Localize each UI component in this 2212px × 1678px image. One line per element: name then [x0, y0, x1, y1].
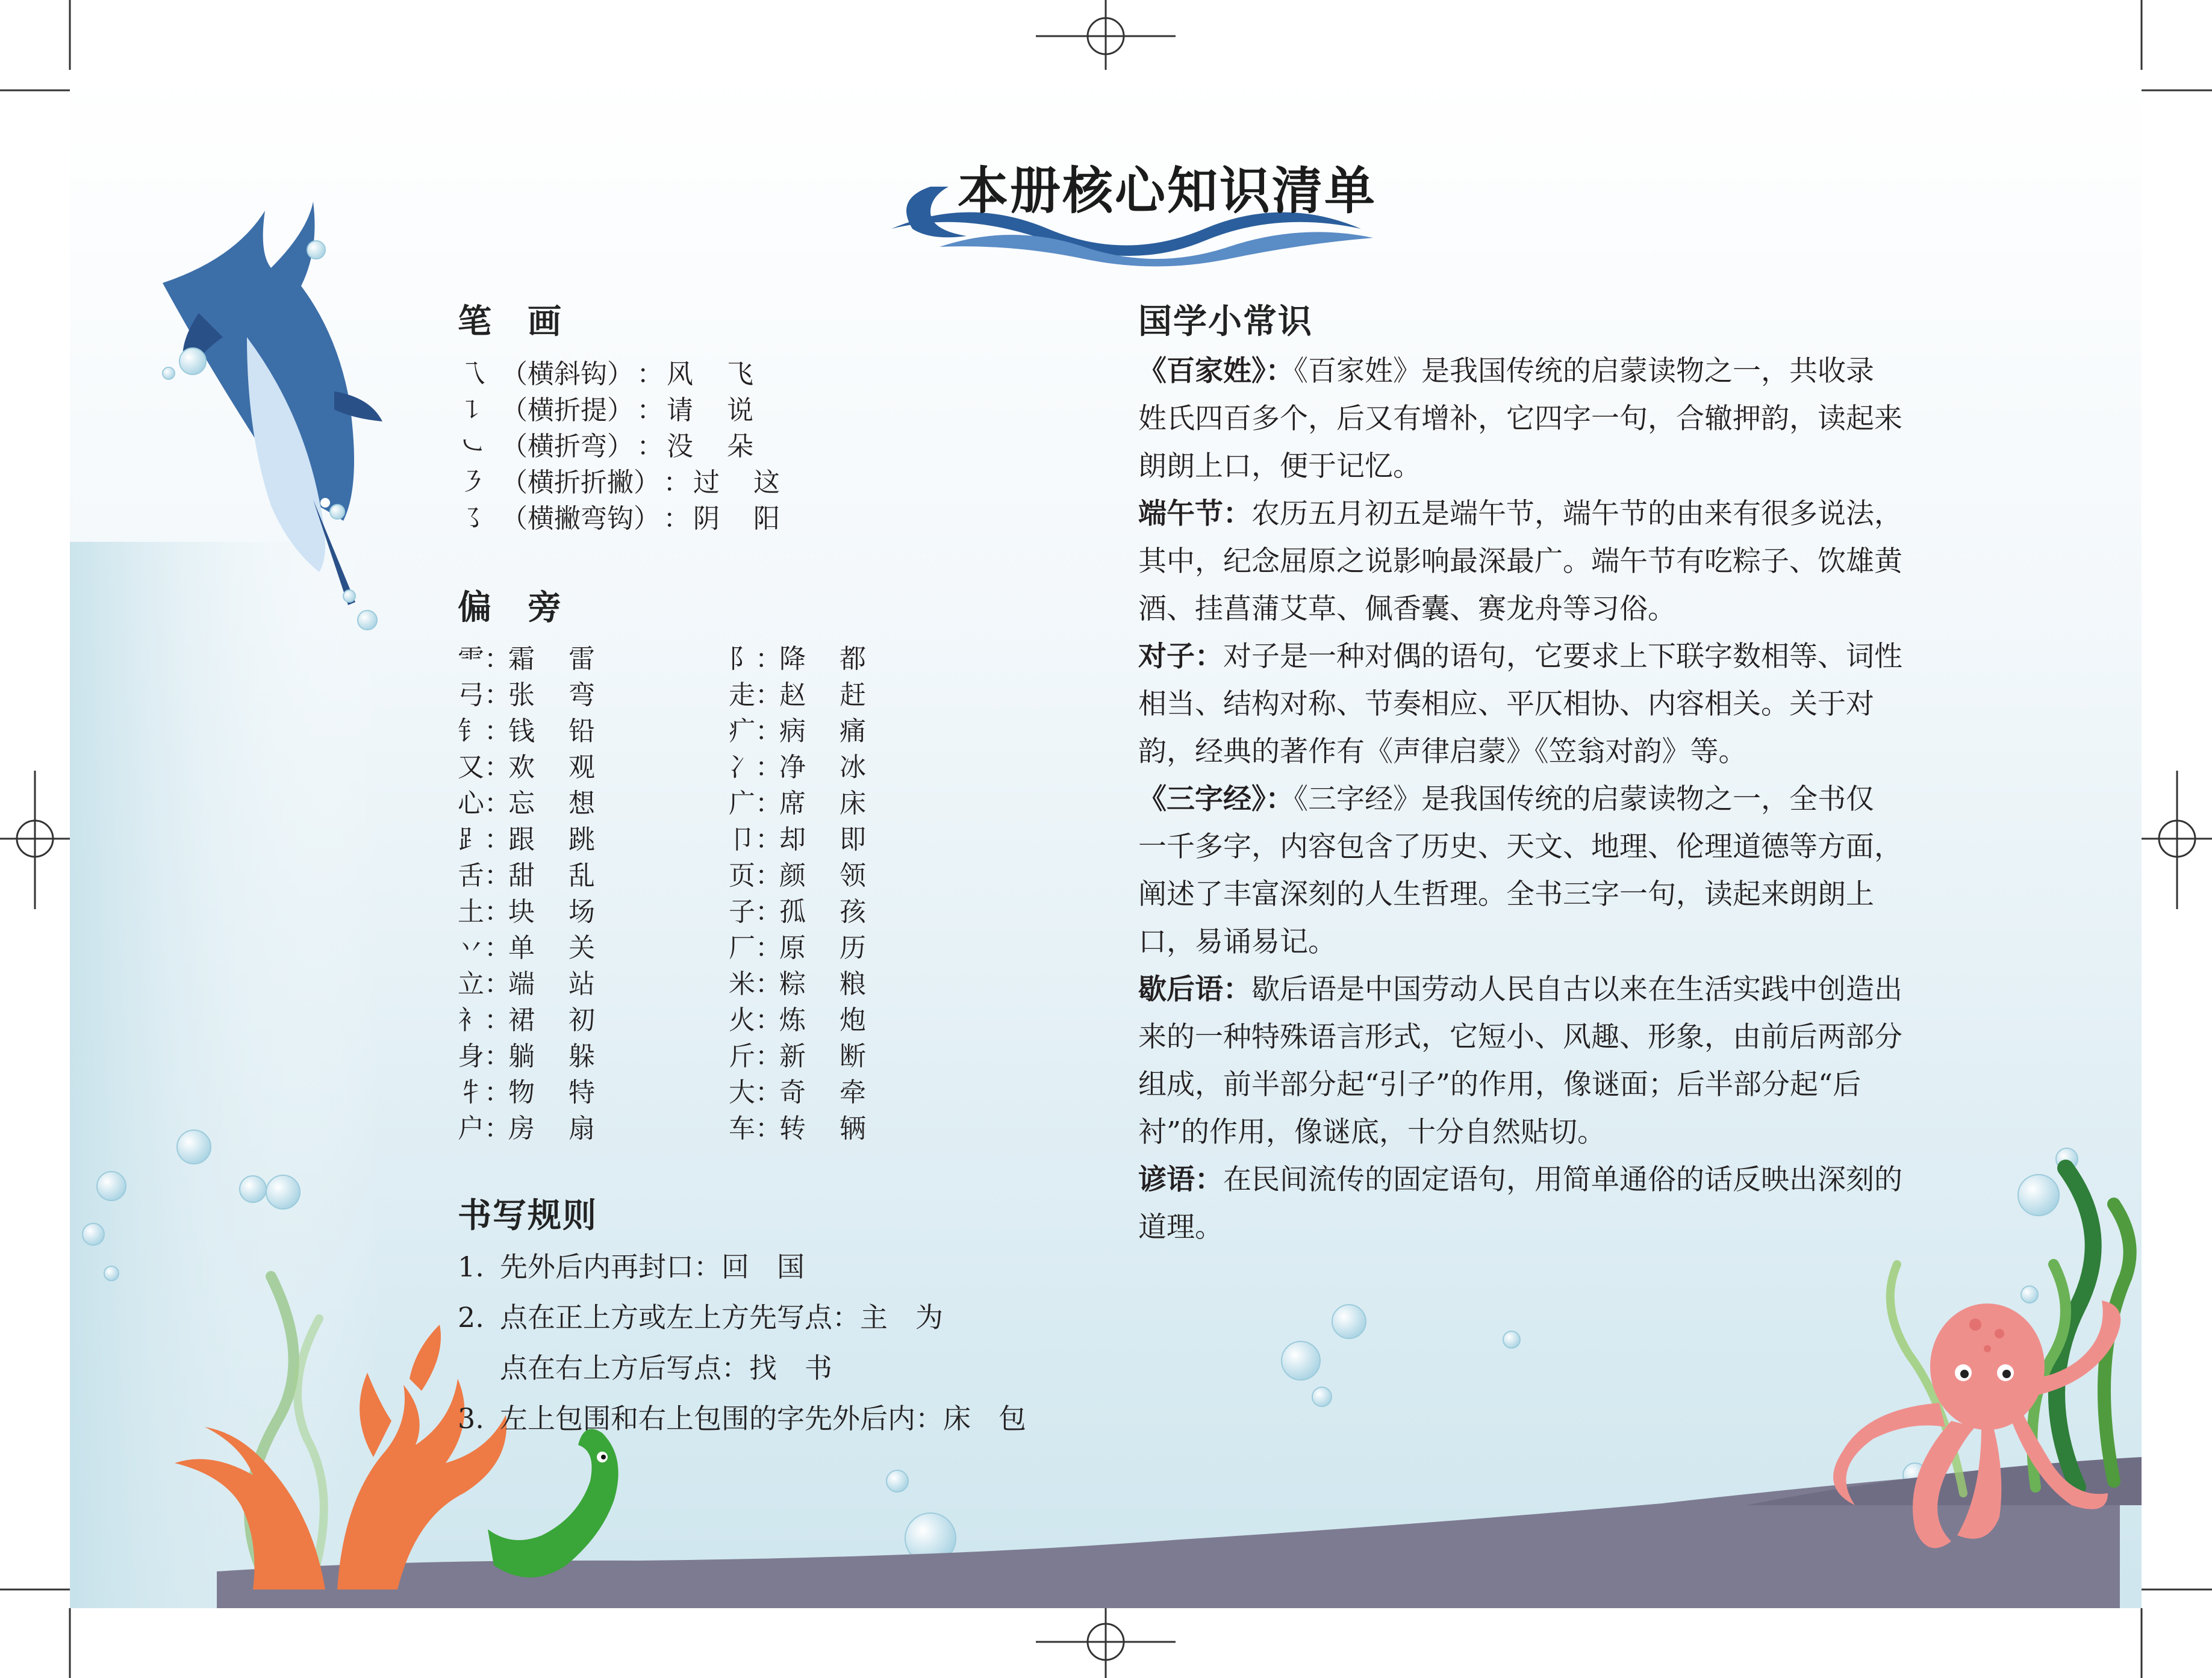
stroke-example: 这 [753, 467, 780, 498]
radical-example: 即 [840, 824, 866, 855]
stroke-glyph: 乁 [459, 359, 485, 390]
guoxue-label: 对子： [1138, 640, 1223, 673]
radical-colon: ： [484, 680, 511, 710]
radical-glyph: 子 [729, 896, 755, 927]
radical-row [729, 962, 876, 997]
radical-row [729, 637, 876, 672]
radical-glyph: 土 [458, 896, 484, 927]
guoxue-text: 来的一种特殊语言形式，它短小、风趣、形象，由前后两部分 [1138, 1021, 1902, 1054]
stroke-example: 阳 [753, 503, 780, 534]
radical-glyph: 阝 [729, 644, 755, 674]
radical-colon: ： [484, 752, 511, 783]
guoxue-label: 端午节： [1138, 497, 1251, 530]
guoxue-text: 农历五月初五是端午节，端午节的由来有很多说法， [1251, 497, 1902, 530]
guoxue-heading: 国学小常识 [1138, 302, 1313, 341]
radical-row [458, 637, 605, 672]
stroke-row [459, 352, 753, 388]
radical-glyph: 丷 [458, 933, 484, 963]
radical-example: 降 [779, 644, 806, 674]
radical-glyph: 衤 [458, 1005, 484, 1036]
radical-row [458, 890, 605, 925]
radical-example: 奇 [779, 1077, 806, 1108]
stroke-glyph: ㇌ [459, 503, 485, 534]
radical-example: 物 [508, 1077, 535, 1108]
radical-colon: ： [484, 824, 511, 855]
stroke-name: （横折折撇） [501, 467, 660, 498]
radical-example: 孤 [779, 896, 806, 927]
radical-example: 甜 [508, 860, 535, 891]
radical-example: 病 [779, 716, 806, 747]
radical-example: 新 [779, 1041, 806, 1072]
radical-example: 赵 [779, 680, 806, 710]
guoxue-text: 酒、挂菖蒲艾草、佩香囊、赛龙舟等习俗。 [1138, 592, 1676, 626]
stroke-example: 过 [693, 467, 720, 498]
radical-glyph: ⻊ [458, 824, 484, 855]
radical-example: 冰 [840, 752, 866, 783]
radical-row [729, 673, 876, 708]
guoxue-item-sanzijing [1138, 775, 1969, 966]
radical-example: 站 [569, 969, 595, 999]
radical-colon: ： [755, 1005, 782, 1036]
radical-example: 跟 [508, 824, 535, 855]
radical-row [458, 1107, 605, 1142]
rule-text: 点在正上方或左上方先写点：主 为 [500, 1301, 943, 1334]
radical-example: 都 [840, 644, 866, 674]
rule-text: 点在右上方后写点：找 书 [500, 1352, 832, 1384]
stroke-name: （横折提） [501, 395, 634, 426]
radical-row [729, 926, 876, 961]
guoxue-text: 口，易诵易记。 [1138, 925, 1336, 959]
radical-example: 钱 [508, 716, 535, 747]
stroke-colon: ： [637, 359, 664, 390]
radical-example: 席 [779, 788, 806, 819]
radical-glyph: 弓 [458, 680, 484, 710]
rule-text: 左上包围和右上包围的字先外后内：床 包 [500, 1402, 1026, 1435]
stroke-example: 阴 [693, 503, 720, 534]
radical-glyph: 舌 [458, 860, 484, 891]
stroke-glyph: ㇃ [459, 431, 485, 462]
radical-example: 痛 [840, 716, 866, 747]
guoxue-label: 《百家姓》： [1138, 355, 1294, 388]
radical-colon: ： [755, 933, 782, 963]
radical-example: 初 [569, 1005, 595, 1036]
radical-example: 原 [779, 933, 806, 963]
guoxue-label: 谚语： [1138, 1163, 1223, 1196]
radical-example: 张 [508, 680, 535, 710]
stroke-colon: ： [637, 431, 664, 462]
radical-row [458, 745, 605, 783]
radical-glyph: 厂 [729, 933, 755, 963]
stroke-row [459, 424, 753, 461]
stroke-row [459, 388, 753, 424]
radical-row [729, 1107, 876, 1142]
radical-row [458, 1071, 605, 1108]
radical-example: 颜 [779, 860, 806, 891]
radical-colon: ： [484, 1113, 511, 1144]
guoxue-text: 组成，前半部分起“引子”的作用，像谜面；后半部分起“后 [1138, 1068, 1862, 1101]
radical-row [458, 782, 605, 819]
radical-glyph: 卩 [729, 824, 755, 855]
radical-row [729, 782, 876, 819]
stroke-example: 飞 [727, 359, 753, 390]
radical-glyph: 疒 [729, 716, 755, 747]
radical-colon: ： [755, 752, 782, 783]
radical-row [458, 926, 605, 961]
radical-colon: ： [755, 824, 782, 855]
radical-example: 霜 [508, 644, 535, 674]
radical-glyph: 斤 [729, 1041, 755, 1072]
guoxue-text: 阐述了丰富深刻的人生哲理。全书三字一句，读起来朗朗上 [1138, 878, 1874, 911]
guoxue-text: 在民间流传的固定语句，用简单通俗的话反映出深刻的 [1223, 1163, 1902, 1196]
radical-glyph: ⻗ [458, 644, 484, 674]
guoxue-label: 《三字经》： [1138, 783, 1294, 816]
radical-example: 辆 [840, 1113, 866, 1144]
radical-example: 净 [779, 752, 806, 783]
guoxue-item-baijiaxing [1138, 347, 1969, 490]
radical-row [458, 1034, 605, 1072]
guoxue-label: 歇后语： [1138, 973, 1251, 1006]
radical-example: 块 [508, 896, 535, 927]
radical-colon: ： [755, 1113, 782, 1144]
radical-example: 铅 [569, 716, 595, 747]
stroke-name: （横斜钩） [501, 359, 634, 390]
radical-row [729, 1034, 876, 1072]
writing-rules-heading: 书写规则 [458, 1196, 597, 1235]
radical-example: 关 [569, 933, 595, 963]
radical-example: 却 [779, 824, 806, 855]
radical-example: 躺 [508, 1041, 535, 1072]
strokes-heading: 笔 画 [458, 302, 562, 341]
radical-example: 炼 [779, 1005, 806, 1036]
guoxue-text: 道理。 [1138, 1211, 1223, 1244]
radical-colon: ： [484, 716, 511, 747]
radical-colon: ： [484, 644, 511, 674]
radical-colon: ： [755, 1077, 782, 1108]
radical-colon: ： [484, 788, 511, 819]
radical-example: 乱 [569, 860, 595, 891]
guoxue-item-duizi [1138, 633, 1969, 775]
guoxue-text: 对子是一种对偶的语句，它要求上下联字数相等、词性 [1223, 640, 1902, 673]
guoxue-item-duanwu [1138, 490, 1969, 633]
stroke-glyph: ㇋ [459, 467, 485, 498]
stroke-colon: ： [637, 395, 664, 426]
stroke-colon: ： [663, 503, 690, 534]
radical-row [458, 854, 605, 889]
radical-row [458, 709, 605, 747]
radical-colon: ： [484, 1005, 511, 1036]
guoxue-text: 《百家姓》是我国传统的启蒙读物之一，共收录 [1294, 355, 1874, 388]
rule-item [458, 1397, 1026, 1439]
radical-example: 床 [840, 788, 866, 819]
radical-example: 赶 [840, 680, 866, 710]
radical-example: 牵 [840, 1077, 866, 1108]
stroke-name: （横折弯） [501, 431, 634, 462]
radical-glyph: 户 [458, 1113, 484, 1144]
radical-glyph: 大 [729, 1077, 755, 1108]
stroke-example: 风 [667, 359, 693, 390]
guoxue-text: 相当、结构对称、节奏相应、平仄相协、内容相关。关于对 [1138, 688, 1874, 721]
radical-colon: ： [484, 933, 511, 963]
radical-example: 孩 [840, 896, 866, 927]
stroke-glyph: ㇊ [459, 395, 485, 426]
radical-example: 跳 [569, 824, 595, 855]
guoxue-text: 歇后语是中国劳动人民自古以来在生活实践中创造出 [1251, 973, 1902, 1006]
radical-colon: ： [484, 860, 511, 891]
radical-example: 场 [569, 896, 595, 927]
radical-example: 房 [508, 1113, 535, 1144]
radical-example: 欢 [508, 752, 535, 783]
guoxue-item-yanyu [1138, 1156, 1969, 1251]
radical-colon: ： [755, 896, 782, 927]
rule-item [458, 1296, 943, 1338]
radical-glyph: 页 [729, 860, 755, 891]
radical-example: 特 [569, 1077, 595, 1108]
radical-glyph: 心 [458, 788, 484, 819]
radical-glyph: 钅 [458, 716, 484, 747]
radical-row [729, 1071, 876, 1108]
radical-example: 裙 [508, 1005, 535, 1036]
radical-glyph: 广 [729, 788, 755, 819]
radical-colon: ： [755, 1041, 782, 1072]
rule-text: 先外后内再封口：回 国 [500, 1251, 805, 1283]
radical-example: 粮 [840, 969, 866, 999]
radical-row [729, 998, 876, 1036]
guoxue-text: 姓氏四百多个，后又有增补，它四字一句，合辙押韵，读起来 [1138, 402, 1902, 435]
radical-colon: ： [755, 969, 782, 999]
radical-glyph: 又 [458, 752, 484, 783]
radical-example: 扇 [569, 1113, 595, 1144]
radical-glyph: 立 [458, 969, 484, 999]
radical-colon: ： [755, 716, 782, 747]
radical-colon: ： [484, 1077, 511, 1108]
stroke-colon: ： [663, 467, 690, 498]
radical-row [729, 890, 876, 925]
radical-example: 观 [569, 752, 595, 783]
radical-colon: ： [484, 896, 511, 927]
radical-example: 单 [508, 933, 535, 963]
radical-example: 炮 [840, 1005, 866, 1036]
radical-row [458, 962, 605, 997]
radical-example: 历 [840, 933, 866, 963]
radical-glyph: 走 [729, 680, 755, 710]
radical-colon: ： [755, 788, 782, 819]
stroke-example: 没 [667, 431, 693, 462]
radical-example: 端 [508, 969, 535, 999]
guoxue-item-xiehouyu [1138, 966, 1969, 1156]
radical-example: 断 [840, 1041, 866, 1072]
radical-glyph: 米 [729, 969, 755, 999]
radical-colon: ： [755, 680, 782, 710]
radical-row [458, 818, 605, 853]
radicals-heading: 偏 旁 [458, 588, 562, 627]
stroke-name: （横撇弯钩） [501, 503, 660, 534]
rule-item [458, 1245, 805, 1287]
radical-row [729, 854, 876, 889]
stroke-row [459, 461, 780, 497]
radical-example: 雷 [569, 644, 595, 674]
radical-row [729, 745, 876, 783]
rule-number: 3. [458, 1402, 484, 1435]
radical-example: 粽 [779, 969, 806, 999]
radical-example: 转 [779, 1113, 806, 1144]
radical-glyph: 车 [729, 1113, 755, 1144]
radical-row [458, 673, 605, 708]
radical-colon: ： [484, 1041, 511, 1072]
radical-row [729, 818, 876, 853]
radical-glyph: 牜 [458, 1077, 484, 1108]
stroke-row [459, 497, 780, 533]
radical-example: 领 [840, 860, 866, 891]
radical-glyph: 身 [458, 1041, 484, 1072]
guoxue-text: 其中，纪念屈原之说影响最深最广。端午节有吃粽子、饮雄黄 [1138, 545, 1902, 578]
guoxue-text: 韵，经典的著作有《声律启蒙》《笠翁对韵》等。 [1138, 735, 1747, 768]
radical-example: 忘 [508, 788, 535, 819]
radical-colon: ： [755, 644, 782, 674]
guoxue-text: 一千多字，内容包含了历史、天文、地理、伦理道德等方面， [1138, 830, 1902, 863]
stroke-example: 说 [727, 395, 753, 426]
radical-glyph: 冫 [729, 752, 755, 783]
radical-example: 躲 [569, 1041, 595, 1072]
guoxue-text: 《三字经》是我国传统的启蒙读物之一，全书仅 [1294, 783, 1874, 816]
page-title: 本册核心知识清单 [958, 161, 1377, 220]
rule-number: 1. [458, 1251, 484, 1283]
rule-item [458, 1346, 832, 1388]
stroke-example: 请 [667, 395, 693, 426]
radical-row [458, 998, 605, 1036]
radical-colon: ： [755, 860, 782, 891]
rule-number: 2. [458, 1301, 484, 1334]
guoxue-text: 衬”的作用，像谜底，十分自然贴切。 [1138, 1116, 1606, 1149]
guoxue-text: 朗朗上口，便于记忆。 [1138, 450, 1421, 483]
radical-glyph: 火 [729, 1005, 755, 1036]
radical-row [729, 709, 876, 747]
stroke-example: 朵 [727, 431, 753, 462]
radical-colon: ： [484, 969, 511, 999]
radical-example: 弯 [569, 680, 595, 710]
radical-example: 想 [569, 788, 595, 819]
